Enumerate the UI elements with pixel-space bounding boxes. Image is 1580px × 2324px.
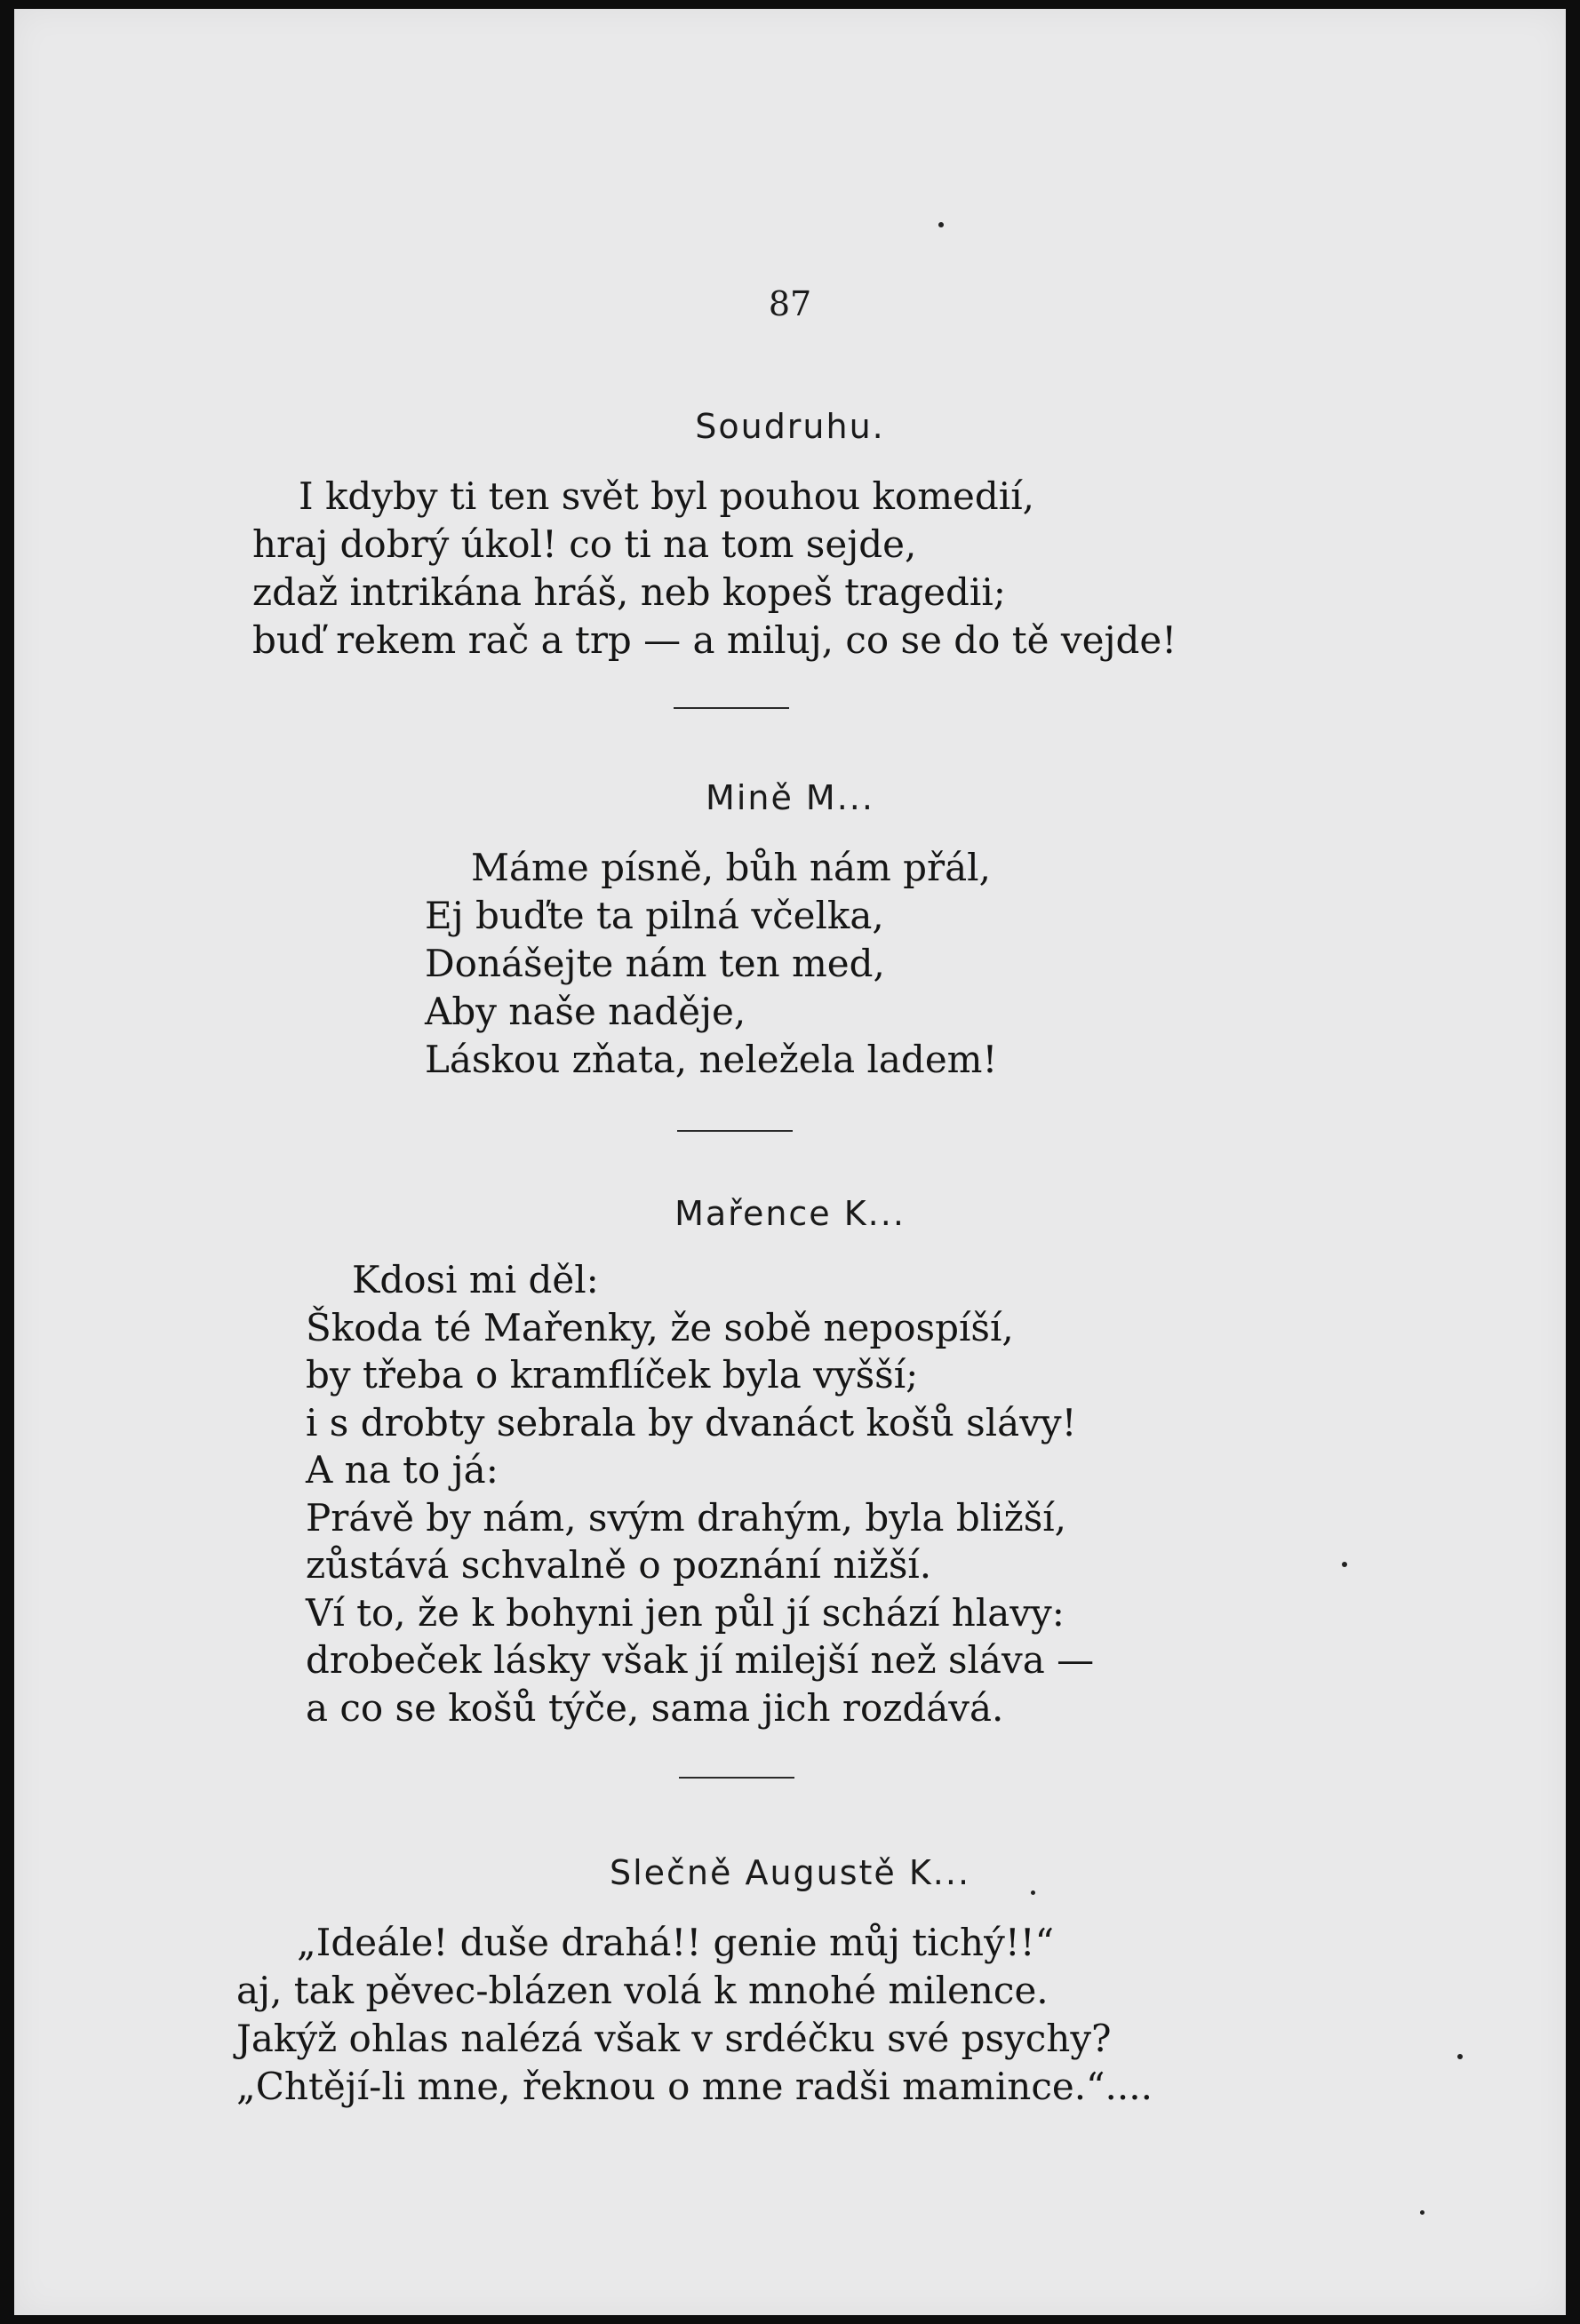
poem-line: Škoda té Mařenky, že sobě nepospíší, (306, 1305, 1014, 1349)
scan-speck (1457, 2054, 1463, 2059)
poem-line: Ej buďte ta pilná včelka, (425, 894, 884, 937)
section-divider (674, 707, 789, 709)
poem-title-auguste: Slečně Augustě K... (609, 1853, 971, 1892)
poem-line: Jakýž ohlas nalézá však v srdéčku své psychy? (236, 2017, 1112, 2060)
poem-auguste (14, 1919, 1153, 2111)
scan-speck (1342, 1562, 1347, 1567)
section-divider (679, 1777, 794, 1779)
poem-line: a co se košů týče, sama jich rozdává. (306, 1685, 1004, 1730)
poem-title-soudruhu: Soudruhu. (695, 407, 885, 446)
poem-line: drobeček lásky však jí milejší než sláva — (306, 1638, 1095, 1682)
poem-line: by třeba o kramflíček byla vyšší; (306, 1353, 919, 1397)
poem-title-mine: Mině M... (706, 778, 874, 817)
poem-line: Aby naše naděje, (425, 990, 746, 1033)
book-page (14, 9, 1566, 2315)
poem-title-marence: Mařence K... (674, 1194, 906, 1233)
poem-line: Kdosi mi děl: (352, 1258, 599, 1301)
scan-speck (938, 222, 944, 227)
poem-line: Právě by nám, svým drahým, byla bližší, (306, 1495, 1067, 1540)
poem-line: Máme písně, bůh nám přál, (471, 846, 991, 889)
poem-line: zdaž intrikána hráš, neb kopeš tragedii; (252, 570, 1006, 614)
poem-line: i s drobty sebrala by dvanáct košů slávy! (306, 1400, 1077, 1445)
poem-soudruhu (14, 473, 1177, 665)
poem-line: Láskou zňata, neležela ladem! (425, 1038, 998, 1081)
page-number: 87 (768, 284, 812, 323)
poem-line: A na to já: (306, 1448, 499, 1492)
poem-line: „Chtějí-li mne, řeknou o mne radši mamince.“.... (236, 2065, 1153, 2108)
poem-line: Ví to, že k bohyni jen půl jí schází hlavy: (306, 1590, 1065, 1635)
poem-mine (14, 844, 997, 1084)
poem-line: buď rekem rač a trp — a miluj, co se do tě vejde! (252, 618, 1177, 662)
poem-line: aj, tak pěvec-blázen volá k mnohé milence. (236, 1969, 1049, 2012)
poem-line: hraj dobrý úkol! co ti na tom sejde, (252, 522, 917, 566)
scan-speck (1031, 1890, 1035, 1895)
poem-line: „Ideále! duše drahá!! genie můj tichý!!“ (297, 1921, 1055, 1964)
poem-line: I kdyby ti ten svět byl pouhou komedií, (299, 474, 1035, 518)
section-divider (677, 1130, 793, 1132)
scan-speck (1420, 2210, 1424, 2215)
poem-line: zůstává schvalně o poznání nižší. (306, 1543, 932, 1587)
poem-line: Donášejte nám ten med, (425, 942, 885, 985)
poem-marence (14, 1256, 1094, 1731)
